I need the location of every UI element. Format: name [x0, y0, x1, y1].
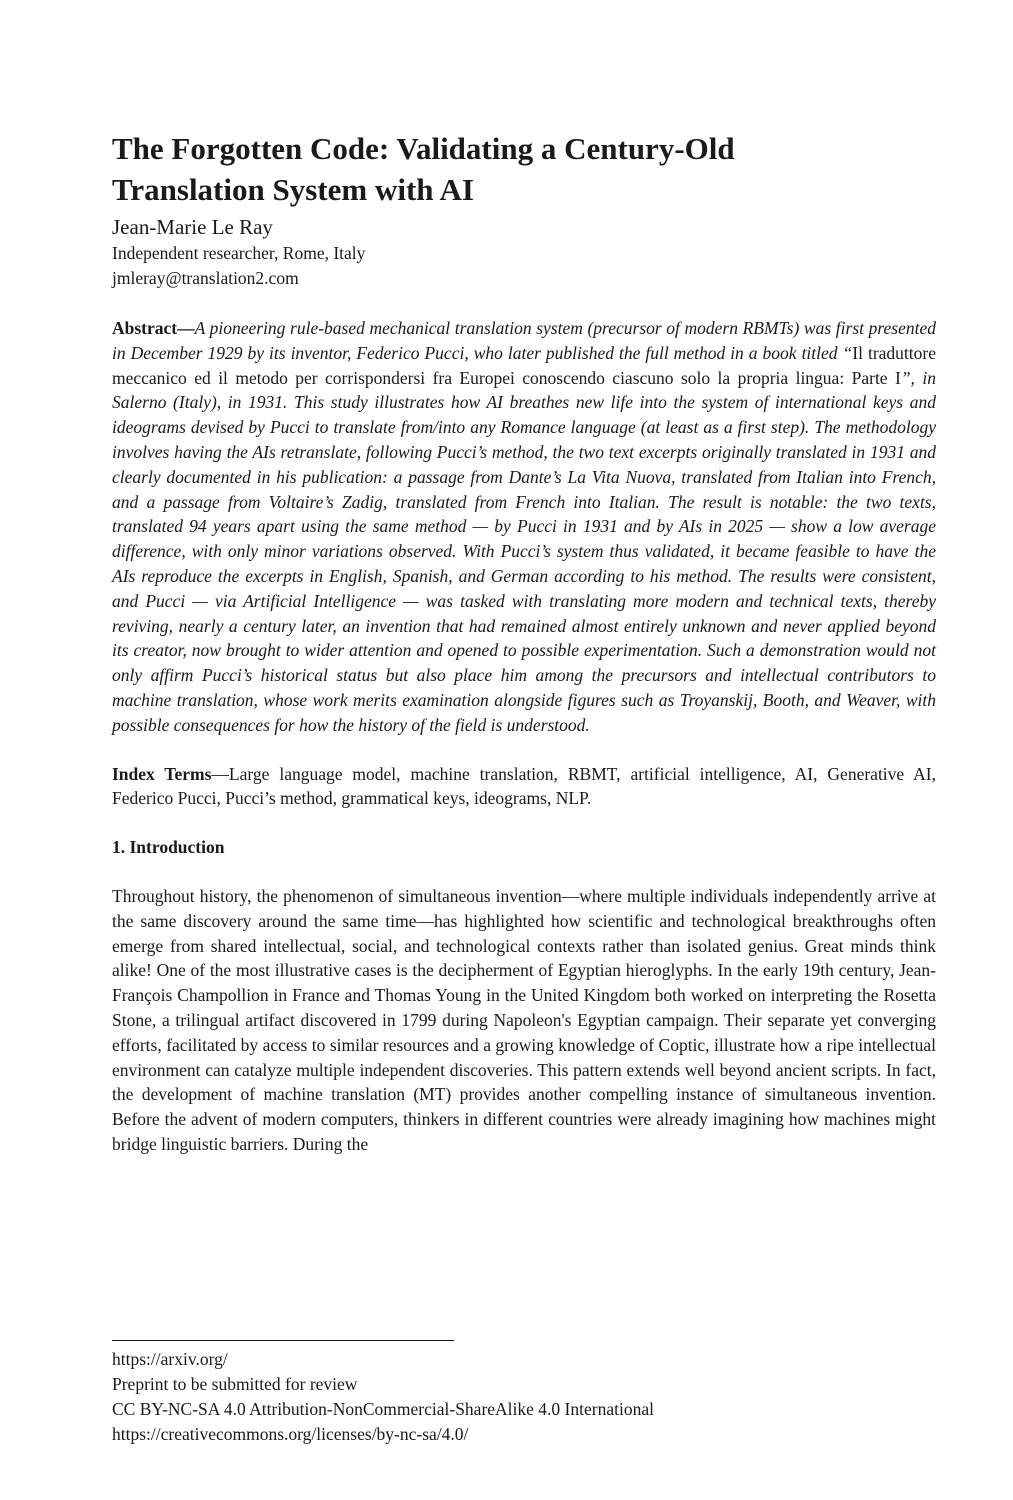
paper-title [112, 128, 936, 210]
introduction-paragraph: Throughout history, the phenomenon of simultaneous invention—where multiple individuals independently arrive at the same discovery around the same time—has highlighted how scientific and technological breakthroughs often emerge from shared intellectual, social, and technological contexts rather than isolated genius. Great minds think alike! One of the most illustrative cases is the decipherment of Egyptian hieroglyphs. In the early 19th century, Jean-François Champollion in France and Thomas Young in the United Kingdom both worked on interpreting the Rosetta Stone, a trilingual artifact discovered in 1799 during Napoleon's Egyptian campaign. Their separate yet converging efforts, facilitated by access to similar resources and a growing knowledge of Coptic, illustrate how a ripe intellectual environment can catalyze multiple independent discoveries. This pattern extends well beyond ancient scripts. In fact, the development of machine translation (MT) provides another compelling instance of simultaneous invention. Before the advent of modern computers, thinkers in different countries were already imagining how machines might bridge linguistic barriers. During the [112, 885, 936, 1154]
index-terms-label: Index Terms [112, 763, 212, 784]
author-email[interactable]: jmleray@translation2.com [112, 268, 299, 288]
section-heading-introduction: 1. Introduction [112, 837, 225, 858]
abstract-book-title: Il traduttore meccanico ed il metodo per corrispondersi fra Europei conoscendo ciascuno solo la propria lingua: Parte I [112, 342, 936, 388]
paper-page [112, 128, 936, 1157]
footnote-preprint: Preprint to be submitted for review [112, 1374, 358, 1394]
index-terms-text: —Large language model, machine translation, RBMT, artificial intelligence, AI, Generative AI, Federico Pucci, Pucci’s method, grammatical keys, ideograms, NLP. [112, 763, 936, 809]
abstract [112, 316, 936, 738]
abstract-label: Abstract— [112, 318, 195, 338]
abstract-text-part2: ”, in Salerno (Italy), in 1931. This study illustrates how AI breathes new life into the system of international keys and ideograms devised by Pucci to translate from/into any Romance language (at least as a first step). The methodology involves having the AIs retranslate, following Pucci’s method, the two text excerpts originally translated in 1931 and clearly documented in his publication: a passage from Dante’s La Vita Nuova, translated from Italian into French, and a passage from Voltaire’s Zadig, translated from French into Italian. The result is notable: the two texts, translated 94 years apart using the same method — by Pucci in 1931 and by AIs in 2025 — show a low average difference, with only minor variations observed. With Pucci’s system thus validated, it became feasible to have the AIs reproduce the excerpts in English, Spanish, and German according to his method. The results were consistent, and Pucci — via Artificial Intelligence — was tasked with translating more modern and technical texts, thereby reviving, nearly a century later, an invention that had remained almost entirely unknown and never applied beyond its creator, now brought to wider attention and opened to possible experimentation. Such a demonstration would not only affirm Pucci’s historical status but also place him among the precursors and intellectual contributors to machine translation, whose work merits examination alongside figures such as Troyanskij, Booth, and Weaver, with possible consequences for how the history of the field is understood. [112, 367, 936, 735]
footnote-license: CC BY-NC-SA 4.0 Attribution-NonCommercial-ShareAlike 4.0 International [112, 1399, 654, 1419]
footnote-arxiv-link[interactable]: https://arxiv.org/ [112, 1349, 228, 1369]
title-line-2: Translation System with AI [112, 172, 474, 207]
author-name: Jean-Marie Le Ray [112, 215, 273, 239]
index-terms [112, 762, 936, 812]
author-affiliation: Independent researcher, Rome, Italy [112, 243, 366, 263]
title-line-1: The Forgotten Code: Validating a Century-Old [112, 131, 735, 166]
abstract-text-part1: A pioneering rule-based mechanical translation system (precursor of modern RBMTs) was first presented in December 1929 by its inventor, Federico Pucci, who later published the full method in a book titled “ [112, 318, 936, 363]
footnotes [112, 1340, 936, 1447]
footnote-rule [112, 1340, 454, 1341]
footnote-license-link[interactable]: https://creativecommons.org/licenses/by-nc-sa/4.0/ [112, 1424, 469, 1444]
